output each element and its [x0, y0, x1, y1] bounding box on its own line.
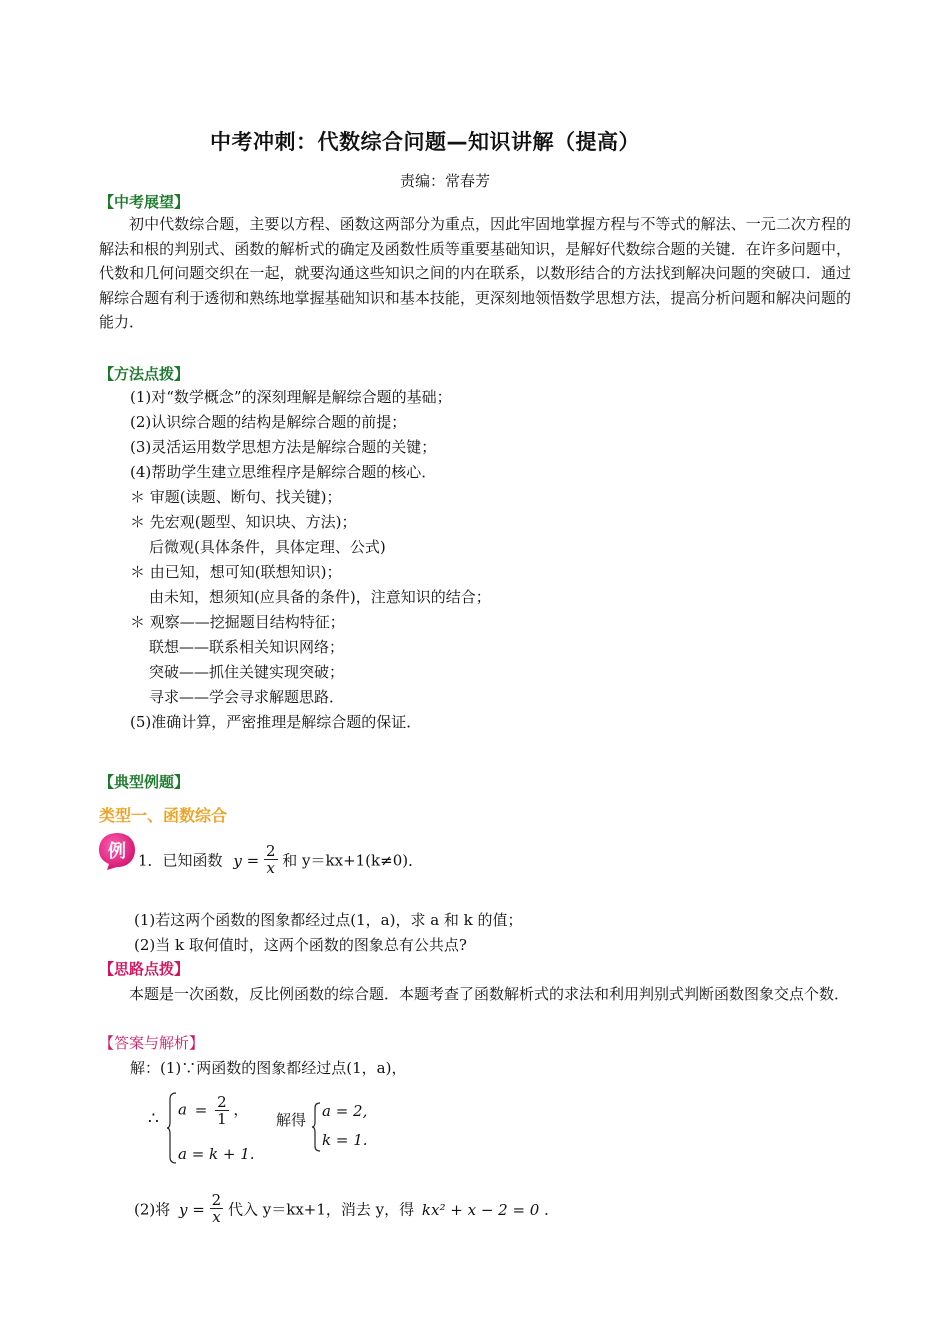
problem-fraction-num: 2 [265, 842, 276, 860]
method-line-12: 突破——抓住关键实现突破； [149, 663, 345, 681]
problem-y: y [233, 851, 242, 870]
solution-line-1: 解：(1)∵两函数的图象都经过点(1，a)， [130, 1059, 407, 1077]
question-2: (2)当 k 取何值时，这两个函数的图象总有公共点? [134, 936, 467, 954]
method-line-6: ＊ 先宏观(题型、知识块、方法)； [130, 513, 357, 531]
editor-credit: 责编：常春芳 [400, 172, 491, 190]
outlook-text: 初中代数综合题，主要以方程、函数这两部分为重点，因此牢固地掌握方程与不等式的解法、一元二次方程的解法和根的判别式、函数的解析式的确定及函数性质等重要基础知识，是解好代数综合题的关键．在许多问题中，代数和几何问题交织在一起，就要沟通这些知识之间的内在联系，以数形结合的方法找到解决问题的突破口．通过解综合题有利于透彻和熟练地掌握基础知识和基本技能，更深刻地领悟数学思想方法，提高分析问题和解决问题的能力． [99, 215, 851, 331]
method-line-8: ＊ 由已知，想可知(联想知识)； [130, 563, 342, 581]
method-line-13: 寻求——学会寻求解题思路． [149, 688, 345, 706]
system-1-eq: = [194, 1100, 208, 1119]
thinking-paragraph [99, 982, 851, 1007]
method-line-5: ＊ 审题(读题、断句、找关键)； [130, 488, 342, 506]
question-1: (1)若这两个函数的图象都经过点(1，a)，求 a 和 k 的值； [134, 911, 523, 929]
system-1-fraction-num: 2 [217, 1093, 227, 1111]
thinking-text: 本题是一次函数，反比例函数的综合题．本题考查了函数解析式的求法和利用判别式判断函数图象交点个数． [129, 985, 850, 1003]
system-1-row-2: a = k + 1. [178, 1145, 255, 1163]
section-answer-heading: 【答案与解析】 [99, 1034, 205, 1052]
solution-line-2-end: ． [544, 1200, 560, 1219]
method-line-9: 由未知，想须知(应具备的条件)，注意知识的结合； [149, 588, 491, 606]
type-heading: 类型一、函数综合 [99, 806, 228, 825]
system-1-brace [166, 1091, 178, 1165]
example-badge-icon [97, 831, 137, 871]
system-2-row-2: k = 1. [322, 1131, 368, 1149]
outlook-paragraph [99, 212, 851, 335]
section-method-heading: 【方法点拨】 [99, 365, 190, 383]
method-line-14: (5)准确计算，严密推理是解综合题的保证． [130, 713, 422, 731]
solution-line-2-y: y [179, 1200, 188, 1219]
system-1-fraction-den: 1 [217, 1110, 227, 1128]
solution-line-2-fraction [210, 1192, 224, 1225]
solution-line-2-fraction-num: 2 [211, 1191, 222, 1209]
solution-line-2 [134, 1191, 560, 1227]
solve-label: 解得 [276, 1111, 307, 1129]
problem-tail: 和 y＝kx+1(k≠0)． [282, 851, 424, 870]
system-1-comma: ， [233, 1100, 249, 1119]
problem-fraction [264, 843, 278, 876]
solution-line-2-equation: kx² + x − 2 = 0 [421, 1200, 540, 1219]
solution-line-2-pre: (2)将 [134, 1200, 171, 1219]
system-2-brace [311, 1101, 321, 1153]
method-line-4: (4)帮助学生建立思维程序是解综合题的核心． [130, 463, 437, 481]
solution-line-2-mid: 代入 y＝kx+1，消去 y，得 [227, 1200, 415, 1219]
section-examples-heading: 【典型例题】 [99, 773, 190, 791]
solution-line-2-eq: = [192, 1200, 205, 1219]
example-badge-label: 例 [108, 841, 126, 862]
therefore-symbol: ∴ [148, 1109, 159, 1129]
method-line-3: (3)灵活运用数学思想方法是解综合题的关键； [130, 438, 437, 456]
method-line-1: (1)对“数学概念”的深刻理解是解综合题的基础； [130, 388, 452, 406]
method-line-2: (2)认识综合题的结构是解综合题的前提； [130, 413, 407, 431]
problem-statement [138, 842, 424, 878]
section-thinking-heading: 【思路点拨】 [99, 960, 190, 978]
problem-fraction-den: x [266, 859, 275, 877]
system-1-row-1 [178, 1094, 248, 1127]
method-line-7: 后微观(具体条件，具体定理、公式) [149, 538, 386, 556]
method-line-11: 联想——联系相关知识网络； [149, 638, 345, 656]
system-2-row-1: a = 2, [322, 1102, 368, 1120]
method-line-10: ＊ 观察——挖掘题目结构特征； [130, 613, 345, 631]
system-1-a: a [178, 1100, 187, 1119]
problem-eq: = [246, 851, 260, 870]
section-outlook-heading: 【中考展望】 [99, 193, 190, 211]
solution-line-2-fraction-den: x [212, 1208, 221, 1226]
page-title: 中考冲刺：代数综合问题—知识讲解（提高） [210, 130, 640, 154]
problem-number: 1．已知函数 [138, 851, 223, 870]
system-1-fraction [215, 1094, 229, 1127]
